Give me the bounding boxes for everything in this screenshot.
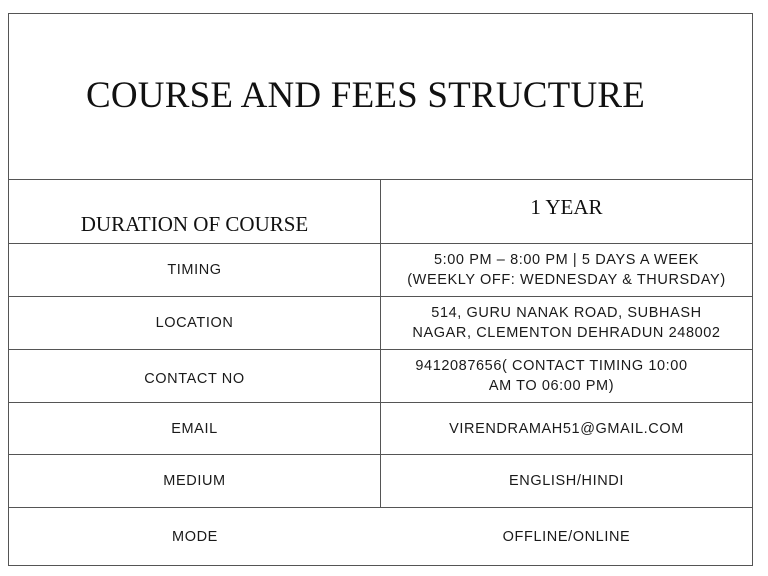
location-label: LOCATION — [155, 315, 234, 331]
medium-value-cell — [381, 455, 752, 507]
duration-label: DURATION OF COURSE — [80, 212, 309, 236]
page-title: COURSE AND FEES STRUCTURE — [86, 75, 646, 116]
contact-value-cell — [381, 350, 752, 402]
table-row-email — [9, 403, 752, 455]
medium-value: ENGLISH/HINDI — [509, 473, 624, 489]
timing-label: TIMING — [167, 262, 222, 278]
location-value-line-2: NAGAR, CLEMENTON DEHRADUN 248002 — [412, 325, 721, 341]
mode-value-cell — [381, 508, 752, 565]
table-row-mode — [9, 508, 752, 565]
timing-value-cell — [381, 244, 752, 296]
contact-value — [415, 356, 687, 396]
table-row-contact — [9, 350, 752, 403]
mode-label: MODE — [172, 528, 218, 545]
timing-value — [407, 250, 726, 290]
email-value-cell — [381, 403, 752, 454]
medium-label: MEDIUM — [163, 473, 226, 489]
table-row-duration — [9, 180, 752, 244]
mode-value: OFFLINE/ONLINE — [502, 528, 631, 545]
title-block — [9, 14, 752, 180]
table-row-medium — [9, 455, 752, 508]
timing-value-line-2: (WEEKLY OFF: WEDNESDAY & THURSDAY) — [407, 272, 726, 288]
duration-value: 1 YEAR — [530, 195, 603, 219]
email-value: VIRENDRAMAH51@GMAIL.COM — [449, 420, 684, 437]
location-value-line-1: 514, GURU NANAK ROAD, SUBHASH — [431, 305, 702, 321]
timing-label-cell — [9, 244, 381, 296]
contact-label-cell — [9, 350, 381, 402]
location-label-cell — [9, 297, 381, 349]
timing-value-line-1: 5:00 PM – 8:00 PM | 5 DAYS A WEEK — [433, 252, 700, 268]
location-value-cell — [381, 297, 752, 349]
email-label: EMAIL — [171, 420, 218, 437]
contact-value-line-1: 9412087656( CONTACT TIMING 10:00 — [415, 358, 688, 374]
contact-label: CONTACT NO — [144, 371, 245, 387]
fees-structure-document — [8, 13, 753, 566]
contact-value-line-2: AM TO 06:00 PM) — [488, 378, 615, 394]
medium-label-cell — [9, 455, 381, 507]
duration-value-cell — [381, 180, 752, 243]
email-label-cell — [9, 403, 381, 454]
mode-label-cell — [9, 508, 381, 565]
location-value — [412, 303, 720, 343]
duration-label-cell — [9, 180, 381, 243]
table-row-location — [9, 297, 752, 350]
table-row-timing — [9, 244, 752, 297]
